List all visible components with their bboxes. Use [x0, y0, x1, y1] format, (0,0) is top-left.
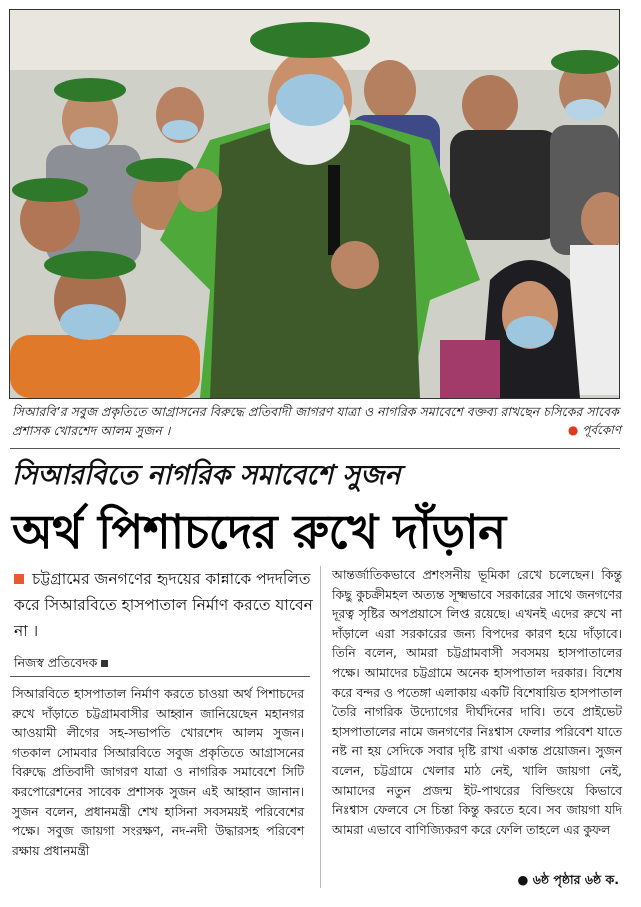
photo-illustration: [10, 10, 619, 398]
kicker: সিআরবিতে নাগরিক সমাবেশে সুজন: [12, 460, 401, 491]
news-photo: [9, 9, 620, 399]
headline: অর্থ পিশাচদের রুখে দাঁড়ান: [12, 505, 506, 560]
byline-divider: [10, 676, 310, 677]
caption-text: সিআরবি’র সবুজ প্রকৃতিতে আগ্রাসনের বিরুদ্ধে প্রতিবাদী জাগরণ যাত্রা ও নাগরিক সমাবেশে বক্তব্য রাখছেন চসিকের সাবেক প্রশাসক খোরশেদ আলম সুজন ।: [12, 404, 619, 438]
photo-caption: [12, 402, 620, 440]
body-column-1: সিআরবিতে হাসপাতাল নির্মাণ করতে চাওয়া অর্থ পিশাচদের রুখে দাঁড়াতে চট্টগ্রামবাসীর আহ্বান জানিয়েছেন মহানগর আওয়ামী লীগের সহ-সভাপতি খোরশেদ আলম সুজন। গতকাল সোমবার সিআরবিতে সবুজ প্রকৃতিতে আগ্রাসনের বিরুদ্ধে প্রতিবাদী জাগরণ যাত্রা ও নাগরিক সমাবেশে সিটি করপোরেশনের সাবেক প্রশাসক সুজন এই আহ্বান জানান। সুজন বলেন, প্রধানমন্ত্রী শেখ হাসিনা সবসময়ই পরিবেশের পক্ষে। সবুজ জায়গা সংরক্ষণ, নদ-নদী উদ্ধারসহ পরিবেশ রক্ষায় প্রধানমন্ত্রী: [12, 687, 304, 858]
continued-text: ৬ষ্ঠ পৃষ্ঠার ৬ষ্ঠ ক.: [532, 872, 619, 887]
body-column-2: আন্তর্জাতিকভাবে প্রশংসনীয় ভূমিকা রেখে চলেছেন। কিন্তু কিছু কুচক্রীমহল অত্যন্ত সূক্ষ্মভাবে সরকারের সাথে জনগণের দূরত্ব সৃষ্টির অপপ্রয়াসে লিপ্ত রয়েছে। এখনই এদের রুখে না দাঁড়ালে এরা সরকারের জন্য বিপদের কারণ হয়ে দাঁড়াবে। তিনি বলেন, আমরা চট্টগ্রামবাসী সবসময় হাসপাতালের পক্ষে। আমাদের চট্টগ্রামে অনেক হাসপাতাল দরকার। বিশেষ করে বন্দর ও পতেঙ্গা এলাকায় একটি বিশেষায়িত হাসপাতাল তৈরি নাগরিক উদ্যোগের দীর্ঘদিনের দাবি। তবে প্রাইভেট হাসপাতালের নামে জনগণের নিঃশ্বাস ফেলার পরিবেশ যাতে নষ্ট না হয় সেদিকে সবার দৃষ্টি রাখা একান্ত প্রয়োজন। সুজন বলেন, চট্টগ্রামে খেলার মাঠ নেই, খালি জায়গা নেই, আমাদের নতুন প্রজন্ম ইট-পাথরের বিল্ডিংয়ে কিভাবে নিঃশ্বাস ফেলবে সে চিন্তা কিন্তু করতে হবে। সব জায়গা যদি আমরা এভাবে বাণিজ্যিকরণ করে ফেলি তাহলে এর কুফল: [332, 568, 622, 837]
byline: [14, 655, 314, 675]
square-bullet-icon: [14, 574, 24, 584]
bullet-icon: ●: [517, 872, 529, 887]
byline-text: নিজস্ব প্রতিবেদক: [14, 655, 98, 670]
intro-blurb: [14, 566, 314, 644]
credit-bullet-icon: ●: [567, 423, 579, 437]
photo-credit: [568, 422, 621, 442]
divider: [10, 448, 620, 449]
square-icon: [101, 660, 108, 667]
blurb-text: চট্টগ্রামের জনগণের হৃদয়ের কান্নাকে পদদলিত করে সিআরবিতে হাসপাতাল নির্মাণ করতে যাবেন না ।: [14, 570, 313, 640]
continued-note: [517, 872, 619, 892]
credit-text: পূর্বকোণ: [582, 423, 621, 437]
column-divider: [320, 566, 321, 888]
